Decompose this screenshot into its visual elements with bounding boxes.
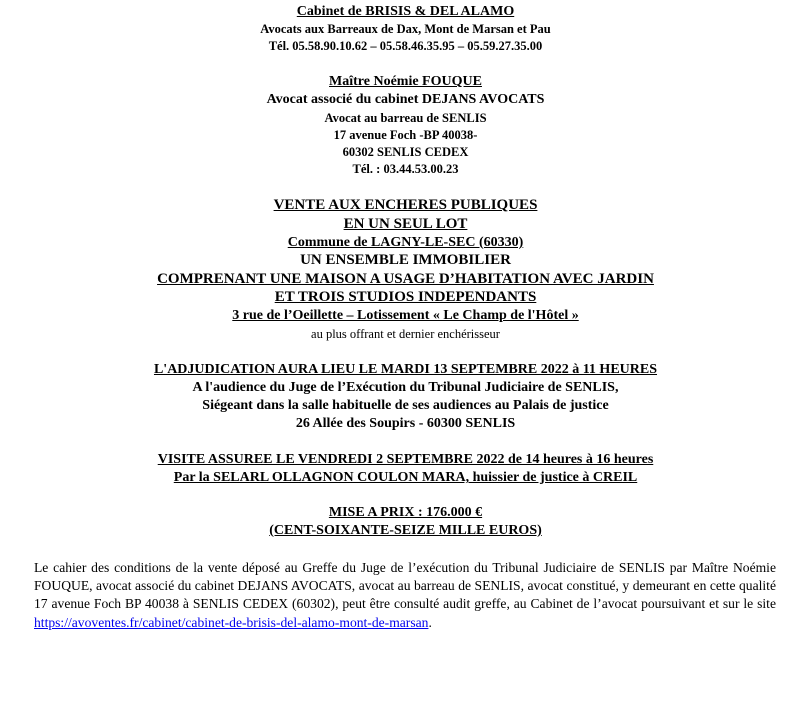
starting-price-words: (CENT-SOIXANTE-SEIZE MILLE EUROS) bbox=[269, 523, 542, 538]
sale-studios: ET TROIS STUDIOS INDEPENDANTS bbox=[274, 289, 537, 305]
sale-bidder: au plus offrant et dernier enchérisseur bbox=[311, 327, 500, 341]
starting-price: MISE A PRIX : 176.000 € bbox=[328, 505, 483, 520]
lawyer-name: Maître Noémie FOUQUE bbox=[329, 74, 482, 89]
paragraph-end: . bbox=[428, 614, 432, 630]
sale-ensemble: UN ENSEMBLE IMMOBILIER bbox=[300, 252, 511, 268]
sale-address: 3 rue de l’Oeillette – Lotissement « Le Champ de l'Hôtel » bbox=[232, 308, 579, 323]
adjudication-address: 26 Allée des Soupirs - 60300 SENLIS bbox=[295, 416, 516, 431]
sale-lot: EN UN SEUL LOT bbox=[343, 216, 468, 232]
firm-name: Cabinet de BRISIS & DEL ALAMO bbox=[296, 4, 515, 19]
lawyer-role: Avocat associé du cabinet DEJANS AVOCATS bbox=[266, 92, 545, 107]
visit-date: VISITE ASSUREE LE VENDREDI 2 SEPTEMBRE 2022 de 14 heures à 16 heures bbox=[157, 452, 654, 467]
sale-commune: Commune de LAGNY-LE-SEC (60330) bbox=[287, 235, 524, 250]
conditions-paragraph bbox=[34, 559, 776, 632]
adjudication-date: L'ADJUDICATION AURA LIEU LE MARDI 13 SEPTEMBRE 2022 à 11 HEURES bbox=[153, 362, 658, 377]
visit-bailiff: Par la SELARL OLLAGNON COULON MARA, huissier de justice à CREIL bbox=[173, 470, 638, 485]
paragraph-text: Le cahier des conditions de la vente déposé au Greffe du Juge de l’exécution du Tribunal Judiciaire de SENLIS par Maître Noémie FOUQUE, avocat associé du cabinet DEJANS AVOCATS, avocat au barreau de SENLIS, avocat constitué, y demeurant en cette qualité 17 avenue Foch BP 40038 à SENLIS CEDEX (60302), peut être consulté audit greffe, au Cabinet de l’avocat poursuivant et sur le site bbox=[34, 560, 776, 612]
lawyer-city: 60302 SENLIS CEDEX bbox=[342, 145, 469, 159]
avoventes-link[interactable]: https://avoventes.fr/cabinet/cabinet-de-brisis-del-alamo-mont-de-marsan bbox=[34, 614, 429, 630]
firm-phones: Tél. 05.58.90.10.62 – 05.58.46.35.95 – 05.59.27.35.00 bbox=[268, 39, 543, 53]
sale-description: COMPRENANT UNE MAISON A USAGE D’HABITATION AVEC JARDIN bbox=[157, 271, 654, 287]
lawyer-bar: Avocat au barreau de SENLIS bbox=[324, 111, 487, 125]
lawyer-street: 17 avenue Foch -BP 40038- bbox=[333, 128, 478, 142]
sale-title: VENTE AUX ENCHERES PUBLIQUES bbox=[273, 197, 538, 213]
adjudication-court: A l'audience du Juge de l’Exécution du Tribunal Judiciaire de SENLIS, bbox=[192, 380, 619, 395]
firm-bars: Avocats aux Barreaux de Dax, Mont de Marsan et Pau bbox=[260, 22, 551, 36]
lawyer-phone: Tél. : 03.44.53.00.23 bbox=[352, 162, 459, 176]
adjudication-room: Siégeant dans la salle habituelle de ses audiences au Palais de justice bbox=[202, 398, 609, 413]
